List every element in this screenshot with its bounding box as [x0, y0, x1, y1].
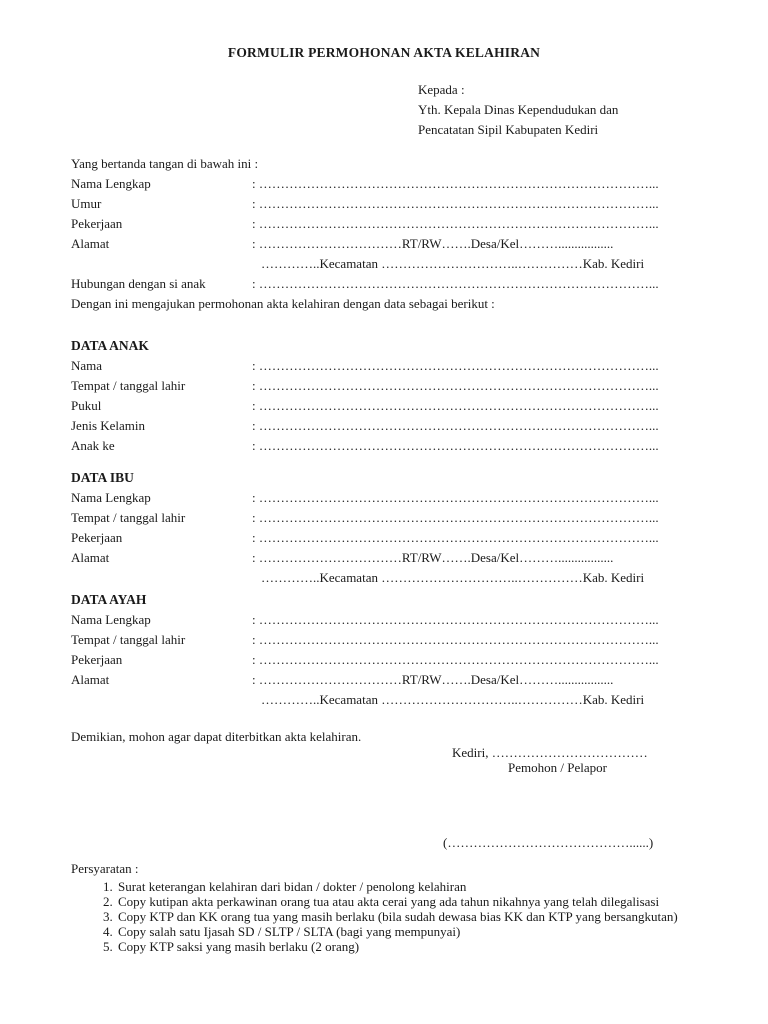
- data-anak-heading: DATA ANAK: [71, 338, 149, 353]
- label-ayah-pekerjaan: Pekerjaan: [71, 652, 123, 667]
- field-pekerjaan[interactable]: : ………………………………………………………………………………...: [252, 216, 659, 231]
- data-ayah-heading: DATA AYAH: [71, 592, 147, 607]
- recipient-block: [418, 80, 618, 140]
- field-ibu-ttl[interactable]: : ………………………………………………………………………………...: [252, 510, 659, 525]
- field-ayah-alamat[interactable]: : ……………………………RT/RW…….Desa/Kel……….................: [252, 672, 614, 687]
- field-ayah-ttl[interactable]: : ………………………………………………………………………………...: [252, 632, 659, 647]
- recipient-line-2: Yth. Kepala Dinas Kependudukan dan: [418, 102, 619, 117]
- label-ibu-ttl: Tempat / tanggal lahir: [71, 510, 186, 525]
- field-ibu-alamat[interactable]: : ……………………………RT/RW…….Desa/Kel……….................: [252, 550, 614, 565]
- requirement-item: 3. Copy KTP dan KK orang tua yang masih berlaku (bila sudah dewasa bias KK dan KTP yang bersangkutan): [116, 909, 711, 924]
- field-ibu-nama[interactable]: : ………………………………………………………………………………...: [252, 490, 659, 505]
- field-ayah-kecamatan[interactable]: …………..Kecamatan …………………………..……………Kab. Kediri: [261, 692, 645, 707]
- requirement-item: 5. Copy KTP saksi yang masih berlaku (2 orang): [116, 939, 711, 954]
- field-alamat-kecamatan[interactable]: …………..Kecamatan …………………………..……………Kab. Kediri: [261, 256, 645, 271]
- label-ibu-pekerjaan: Pekerjaan: [71, 530, 123, 545]
- form-title: FORMULIR PERMOHONAN AKTA KELAHIRAN: [227, 45, 541, 60]
- field-anak-nama[interactable]: : ………………………………………………………………………………...: [252, 358, 659, 373]
- requirements-list: [71, 879, 711, 954]
- requirement-item: 2. Copy kutipan akta perkawinan orang tua atau akta cerai yang ada tahun nikahnya yang telah dilegalisasi: [116, 894, 711, 909]
- field-nama-lengkap[interactable]: : ………………………………………………………………………………...: [252, 176, 659, 191]
- label-umur: Umur: [71, 196, 102, 211]
- field-anak-ke[interactable]: : ………………………………………………………………………………...: [252, 438, 659, 453]
- field-ibu-pekerjaan[interactable]: : ………………………………………………………………………………...: [252, 530, 659, 545]
- data-ibu-section: [71, 468, 701, 588]
- statement-text: Dengan ini mengajukan permohonan akta kelahiran dengan data sebagai berikut :: [71, 296, 495, 311]
- label-hubungan: Hubungan dengan si anak: [71, 276, 206, 291]
- label-anak-ttl: Tempat / tanggal lahir: [71, 378, 186, 393]
- requirements-section: [71, 861, 711, 954]
- label-alamat: Alamat: [71, 236, 110, 251]
- label-ayah-alamat: Alamat: [71, 672, 110, 687]
- label-ayah-nama: Nama Lengkap: [71, 612, 151, 627]
- data-ibu-heading: DATA IBU: [71, 470, 134, 485]
- field-ibu-kecamatan[interactable]: …………..Kecamatan …………………………..……………Kab. Kediri: [261, 570, 645, 585]
- label-ibu-alamat: Alamat: [71, 550, 110, 565]
- intro-text: Yang bertanda tangan di bawah ini :: [71, 156, 259, 171]
- label-nama-lengkap: Nama Lengkap: [71, 176, 151, 191]
- recipient-line-1: Kepada :: [418, 82, 465, 97]
- field-anak-ttl[interactable]: : ………………………………………………………………………………...: [252, 378, 659, 393]
- label-ibu-nama: Nama Lengkap: [71, 490, 151, 505]
- field-alamat[interactable]: : ……………………………RT/RW…….Desa/Kel……….................: [252, 236, 614, 251]
- data-anak-section: [71, 336, 701, 456]
- label-pekerjaan: Pekerjaan: [71, 216, 123, 231]
- field-umur[interactable]: : ………………………………………………………………………………...: [252, 196, 659, 211]
- requirements-heading: Persyaratan :: [71, 861, 139, 876]
- data-ayah-section: [71, 590, 701, 710]
- field-anak-pukul[interactable]: : ………………………………………………………………………………...: [252, 398, 659, 413]
- signature-line[interactable]: (……………………………………......): [443, 835, 654, 850]
- closing-text: Demikian, mohon agar dapat diterbitkan akta kelahiran.: [71, 729, 362, 744]
- requirement-item: 1. Surat keterangan kelahiran dari bidan / dokter / penolong kelahiran: [116, 879, 711, 894]
- requirement-item: 4. Copy salah satu Ijasah SD / SLTP / SLTA (bagi yang mempunyai): [116, 924, 711, 939]
- field-ayah-pekerjaan[interactable]: : ………………………………………………………………………………...: [252, 652, 659, 667]
- field-anak-jk[interactable]: : ………………………………………………………………………………...: [252, 418, 659, 433]
- recipient-line-3: Pencatatan Sipil Kabupaten Kediri: [418, 122, 599, 137]
- label-anak-nama: Nama: [71, 358, 103, 373]
- field-hubungan[interactable]: : ………………………………………………………………………………...: [252, 276, 659, 291]
- label-ayah-ttl: Tempat / tanggal lahir: [71, 632, 186, 647]
- field-ayah-nama[interactable]: : ………………………………………………………………………………...: [252, 612, 659, 627]
- label-anak-jk: Jenis Kelamin: [71, 418, 146, 433]
- applicant-section: [71, 154, 701, 314]
- place-date-field[interactable]: Kediri, ………………………………: [452, 745, 648, 760]
- label-anak-ke: Anak ke: [71, 438, 115, 453]
- label-anak-pukul: Pukul: [71, 398, 102, 413]
- signer-role: Pemohon / Pelapor: [508, 760, 607, 775]
